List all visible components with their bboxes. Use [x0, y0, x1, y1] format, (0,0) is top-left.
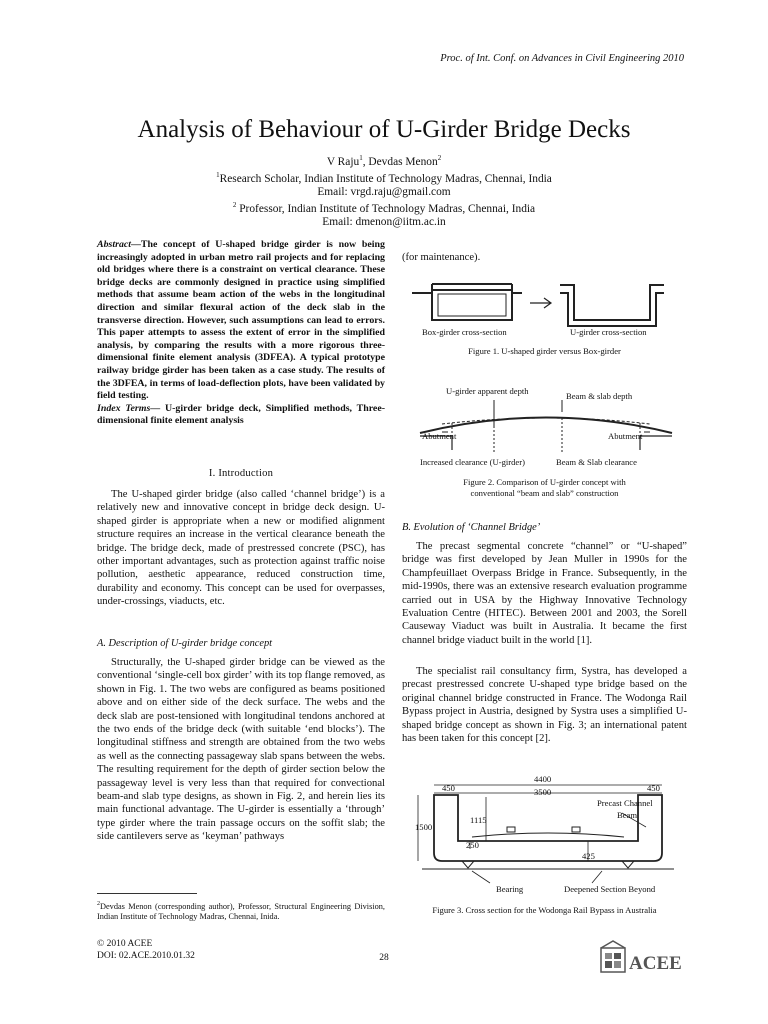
intro-paragraph-2: Structurally, the U-shaped girder bridge can be viewed as the conventional ‘single-cell box girder’ with its top flange removed, as shown in Fig. 1. The two webs are configured as beams positioned above and on either side of the deck surface. The webs and the deck slab are post-tensioned with longitudinal tendons anchored at the two ends of the bridge deck (with suitable ‘end blocks’). The longitudinal stiffness and strength are obtained from the two webs as well as the connecting passageway slab spans between the webs. The resulting requirement for the depth of girder section below the passageway level is very less than that required for convectional beam-and slab type designs, as shown in Fig. 2, and herein lies its main functional advantage. The U-girder is essentially a ‘through’ type girder where the train passage occurs on the soffit slab; the side cantilevers serve as ‘keyman’ pathways	[97, 657, 385, 843]
figure-2-caption: Figure 2. Comparison of U-girder concept with conventional “beam and slab” construction	[463, 477, 626, 498]
fig3-dim-425: 425	[582, 851, 595, 861]
author-names: V Raju$^1$, Devdas Menon$^2$	[326, 154, 442, 168]
continued-text: (for maintenance).	[402, 252, 481, 263]
authors-block	[0, 152, 768, 229]
fig3-dim-250: 250	[466, 840, 479, 850]
fig3-dim-450-left: 450	[442, 783, 455, 793]
figure-1-svg	[402, 281, 687, 331]
affiliation-1: $^1$Research Scholar, Indian Institute of Technology Madras, Chennai, India	[216, 171, 552, 185]
abstract: Abstract—The concept of U-shaped bridge girder is now being increasingly adopted in urban metro rail projects and for replacing old bridges where there is a constraint on vertical clearance. These bridge decks are commonly designed in practice using simplified methods that assume beam action of the webs in the longitudinal direction and similar flexural action of the deck slab in the transverse direction. However, such assumptions can lead to errors. This paper attempts to assess the extent of error in the simplified analysis, by comparing the results with a more rigorous three-dimensional finite element analysis (3DFEA). A typical prototype railway bridge girder has been taken as a case study. The results of the 3DFEA, in terms of load-deflection plots, have been validated by field testing. Index Terms— U-girder bridge deck, Simplified methods, Three-dimensional finite element analysis	[97, 239, 385, 427]
fig2-label-clearance-beam: Beam & Slab clearance	[556, 457, 637, 467]
fig3-label-bearing: Bearing	[496, 884, 524, 894]
svg-text:ACEE: ACEE	[629, 953, 682, 974]
figure-3-caption: Figure 3. Cross section for the Wodonga Rail Bypass in Australia	[432, 905, 657, 915]
doi: DOI: 02.ACE.2010.01.32	[97, 951, 195, 961]
email-1: Email: vrgd.raju@gmail.com	[317, 186, 451, 198]
fig3-dim-450-right: 450	[647, 783, 660, 793]
section-heading-introduction: I. Introduction	[208, 468, 274, 479]
fig3-dim-1115: 1115	[470, 815, 487, 825]
figure-2-svg	[412, 398, 680, 456]
fig2-label-beam-depth: Beam & slab depth	[566, 391, 633, 401]
figure-1-diagram	[402, 281, 687, 331]
evolution-paragraph-1: The precast segmental concrete “channel” or “U-shaped” bridge was first developed by Jean Muller in 1990s for the Champfeuillaet Overpass Bridge in France. Subsequently, in the mid-1990s, there was an extensive research evaluation programme carried out in USA by the Highway Innovative Technology Evaluation Centre (HITEC). Between 2001 and 2003, the Sorell Causeway Viaduct was built in Australia. It became the first channel bridge viaduct built in the world [1].	[402, 541, 687, 646]
page-number: 28	[379, 953, 389, 963]
figure-1-caption: Figure 1. U-shaped girder versus Box-girder	[468, 346, 621, 356]
copyright: © 2010 ACEE	[97, 939, 153, 949]
acee-logo	[600, 940, 690, 974]
fig3-dim-3500: 3500	[534, 787, 552, 797]
figure-2-diagram	[412, 398, 680, 456]
paper-title: Analysis of Behaviour of U-Girder Bridge Decks	[137, 116, 631, 143]
fig1-label-box: Box-girder cross-section	[422, 327, 507, 337]
fig2-abutment-left: Abutment	[422, 431, 457, 441]
fig3-dim-1500: 1500	[415, 822, 433, 832]
proceedings-header: Proc. of Int. Conf. on Advances in Civil Engineering 2010	[440, 53, 684, 64]
footnote: $^2$Devdas Menon (corresponding author), Professor, Structural Engineering Division, Indian Institute of Technology Madras, Chennai, Inida.	[97, 901, 385, 922]
fig2-abutment-right: Abutment	[608, 431, 643, 441]
subsection-heading-a: A. Description of U-girder bridge concept	[97, 638, 273, 649]
fig3-label-beam: Beam	[617, 810, 638, 820]
fig1-label-u: U-girder cross-section	[570, 327, 647, 337]
intro-paragraph-1: The U-shaped girder bridge (also called ‘channel bridge’) is a relatively new and innovative concept in bridge deck design. U-shaped girder is appropriate when a new or modified alignment structure requires an increase in the vertical clearance beneath the bridge. The bridge deck, made of prestressed concrete (PSC), has other important advantages, such as protection against traffic noise pollution, aesthetic appearance, reduced construction time, durability and economy. This concept can be used for overpasses, under-crossings, viaducts, etc.	[97, 489, 385, 608]
fig3-dim-4400: 4400	[534, 774, 552, 784]
fig2-label-apparent-depth: U-girder apparent depth	[446, 386, 529, 396]
fig3-label-precast: Precast Channel	[597, 798, 653, 808]
evolution-paragraph-2: The specialist rail consultancy firm, Systra, has developed a precast prestressed concrete U-shaped type bridge based on the original channel bridge constructed in France. The Wodonga Rail Bypass project in Austria, designed by Systra uses a simplified U-shaped bridge concept as shown in Fig. 3; an international patent has been taken for this concept [2].	[402, 666, 687, 745]
fig2-label-clearance-u: Increased clearance (U-girder)	[420, 457, 525, 467]
subsection-heading-b: B. Evolution of ‘Channel Bridge’	[402, 522, 541, 533]
fig3-label-deepened: Deepened Section Beyond	[564, 884, 656, 894]
acee-logo-graphic	[600, 940, 690, 974]
email-2: Email: dmenon@iitm.ac.in	[322, 216, 446, 229]
footnote-rule	[97, 893, 197, 894]
affiliation-2: $^2$ Professor, Indian Institute of Technology Madras, Chennai, India	[232, 201, 536, 215]
